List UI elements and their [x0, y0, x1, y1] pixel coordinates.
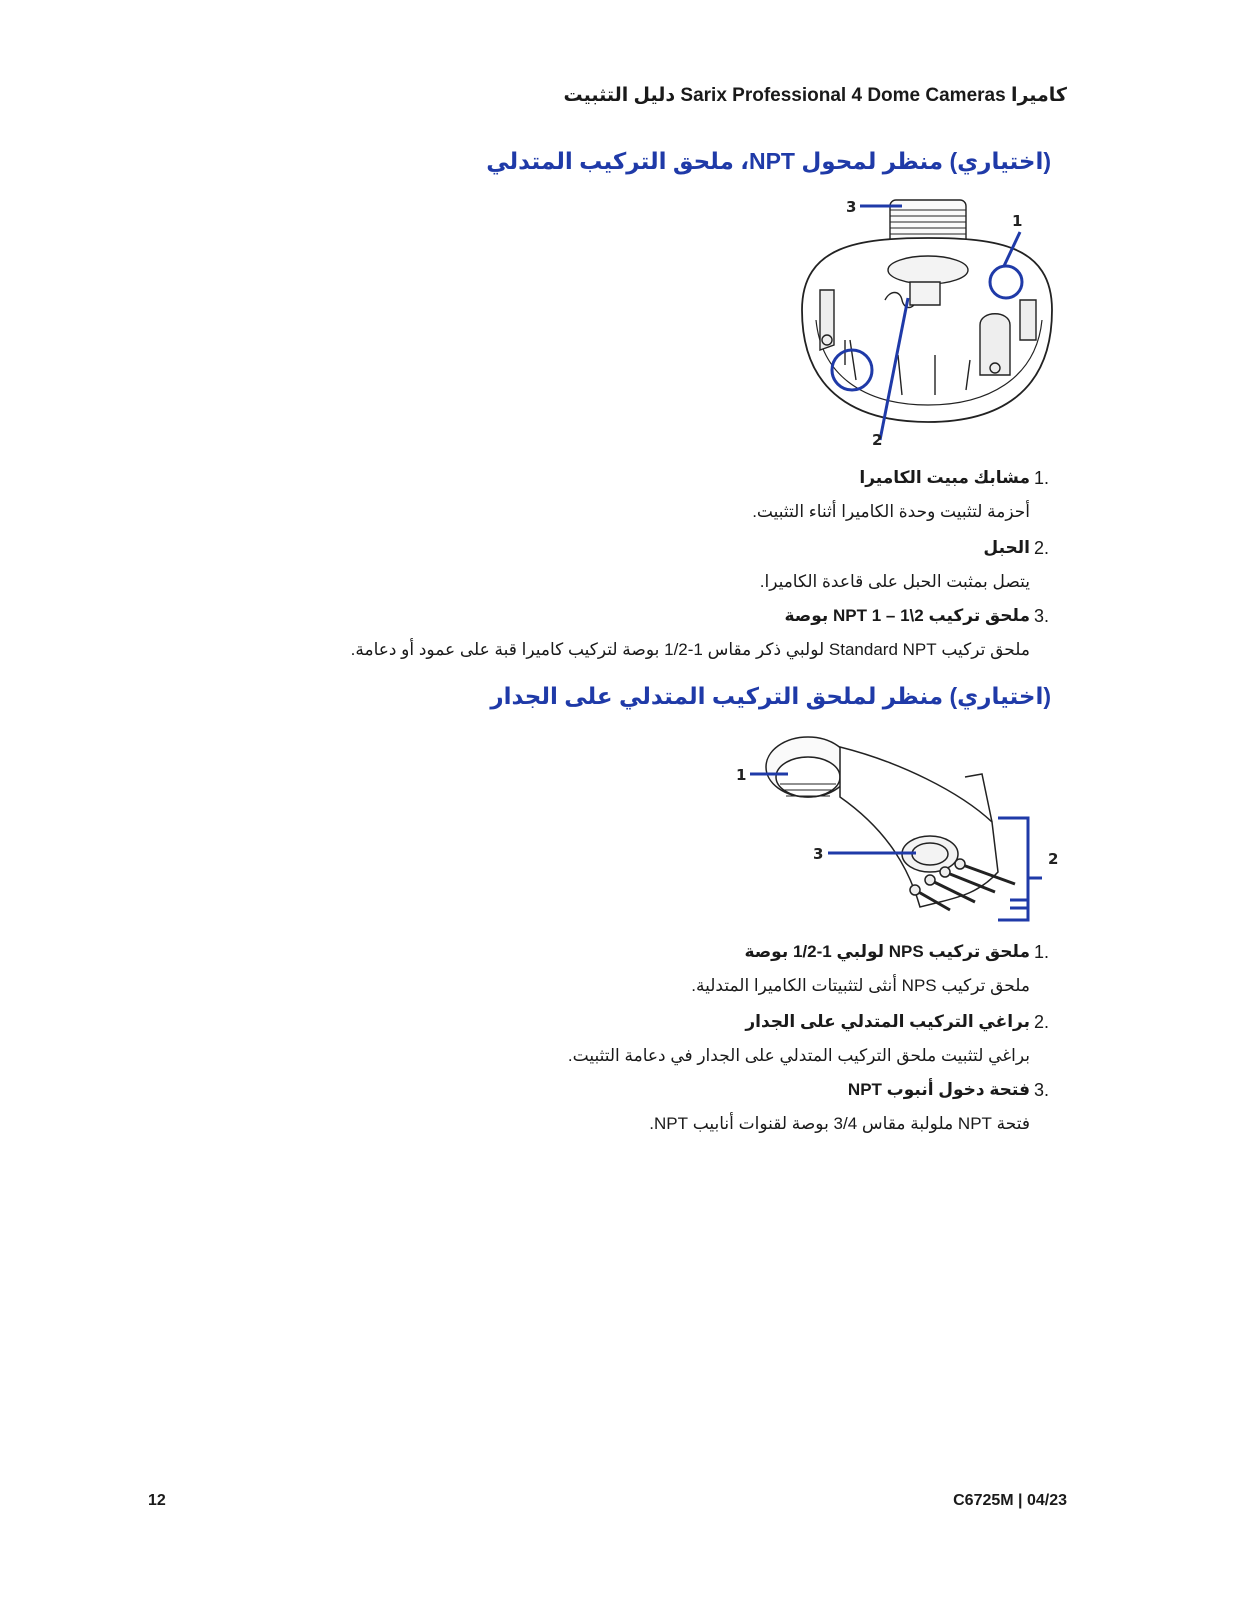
wall-callout-2: 2 [1048, 850, 1059, 868]
page-number: 12 [148, 1492, 166, 1509]
npt-item-1 [752, 466, 1050, 524]
npt-callout-3: 3 [846, 198, 857, 216]
wall-item-1-number: .1 [1034, 942, 1050, 962]
wall-item-2-title [568, 1010, 1050, 1034]
wall-item-3-title [649, 1078, 1050, 1102]
npt-item-2-title [760, 536, 1050, 560]
wall-item-1-heading: ملحق تركيب NPS لولبي 1-1/2 بوصة [744, 942, 1030, 961]
wall-item-2 [567, 1010, 1050, 1068]
wall-item-3-heading: فتحة دخول أنبوب NPT [847, 1080, 1030, 1099]
npt-item-3-title [351, 604, 1050, 628]
npt-item-2-heading: الحبل [983, 538, 1030, 557]
wall-item-3-number: .3 [1034, 1080, 1050, 1100]
page-header: كاميرا Sarix Professional 4 Dome Cameras دليل التثبيت [563, 85, 1067, 106]
npt-item-1-title [752, 466, 1050, 490]
npt-callout-2: 2 [872, 431, 883, 449]
npt-item-3-description: ملحق تركيب Standard NPT لولبي ذكر مقاس 1-1/2 بوصة لتركيب كاميرا قبة على عمود أو دعامة. [350, 640, 1030, 659]
wall-item-3-description: فتحة NPT ملولبة مقاس 3/4 بوصة لقنوات أنابيب NPT. [649, 1114, 1030, 1133]
npt-item-1-heading: مشابك مبيت الكاميرا [859, 468, 1030, 487]
wall-item-2-number: .2 [1034, 1012, 1050, 1032]
npt-item-1-description: أحزمة لتثبيت وحدة الكاميرا أثناء التثبيت. [752, 502, 1030, 521]
npt-item-2-description: يتصل بمثبت الحبل على قاعدة الكاميرا. [759, 572, 1030, 591]
npt-item-3 [350, 604, 1050, 662]
wall-mount-illustration [730, 722, 1070, 932]
document-id: C6725M | 04/23 [953, 1492, 1067, 1509]
wall-callout-3: 3 [813, 845, 824, 863]
wall-item-1 [691, 940, 1050, 998]
npt-item-3-number: .3 [1034, 606, 1050, 626]
npt-item-1-number: .1 [1034, 468, 1050, 488]
section-title-npt-adapter: (اختياري) منظر لمحول NPT، ملحق التركيب المتدلي [486, 148, 1051, 174]
npt-callout-1: 1 [1012, 212, 1023, 230]
npt-item-3-heading: ملحق تركيب NPT 1 – 1\2 بوصة [784, 606, 1030, 625]
npt-item-2 [759, 536, 1050, 594]
section-title-wall-mount: (اختياري) منظر لملحق التركيب المتدلي على الجدار [490, 683, 1051, 709]
wall-callout-1: 1 [736, 766, 747, 784]
wall-item-2-description: براغي لتثبيت ملحق التركيب المتدلي على الجدار في دعامة التثبيت. [567, 1046, 1030, 1065]
wall-item-3 [649, 1078, 1050, 1136]
wall-item-1-description: ملحق تركيب NPS أنثى لتثبيتات الكاميرا المتدلية. [691, 976, 1030, 995]
wall-item-2-heading: براغي التركيب المتدلي على الجدار [745, 1012, 1030, 1031]
wall-item-1-title [691, 940, 1050, 964]
npt-item-2-number: .2 [1034, 538, 1050, 558]
npt-adapter-illustration [790, 190, 1060, 450]
